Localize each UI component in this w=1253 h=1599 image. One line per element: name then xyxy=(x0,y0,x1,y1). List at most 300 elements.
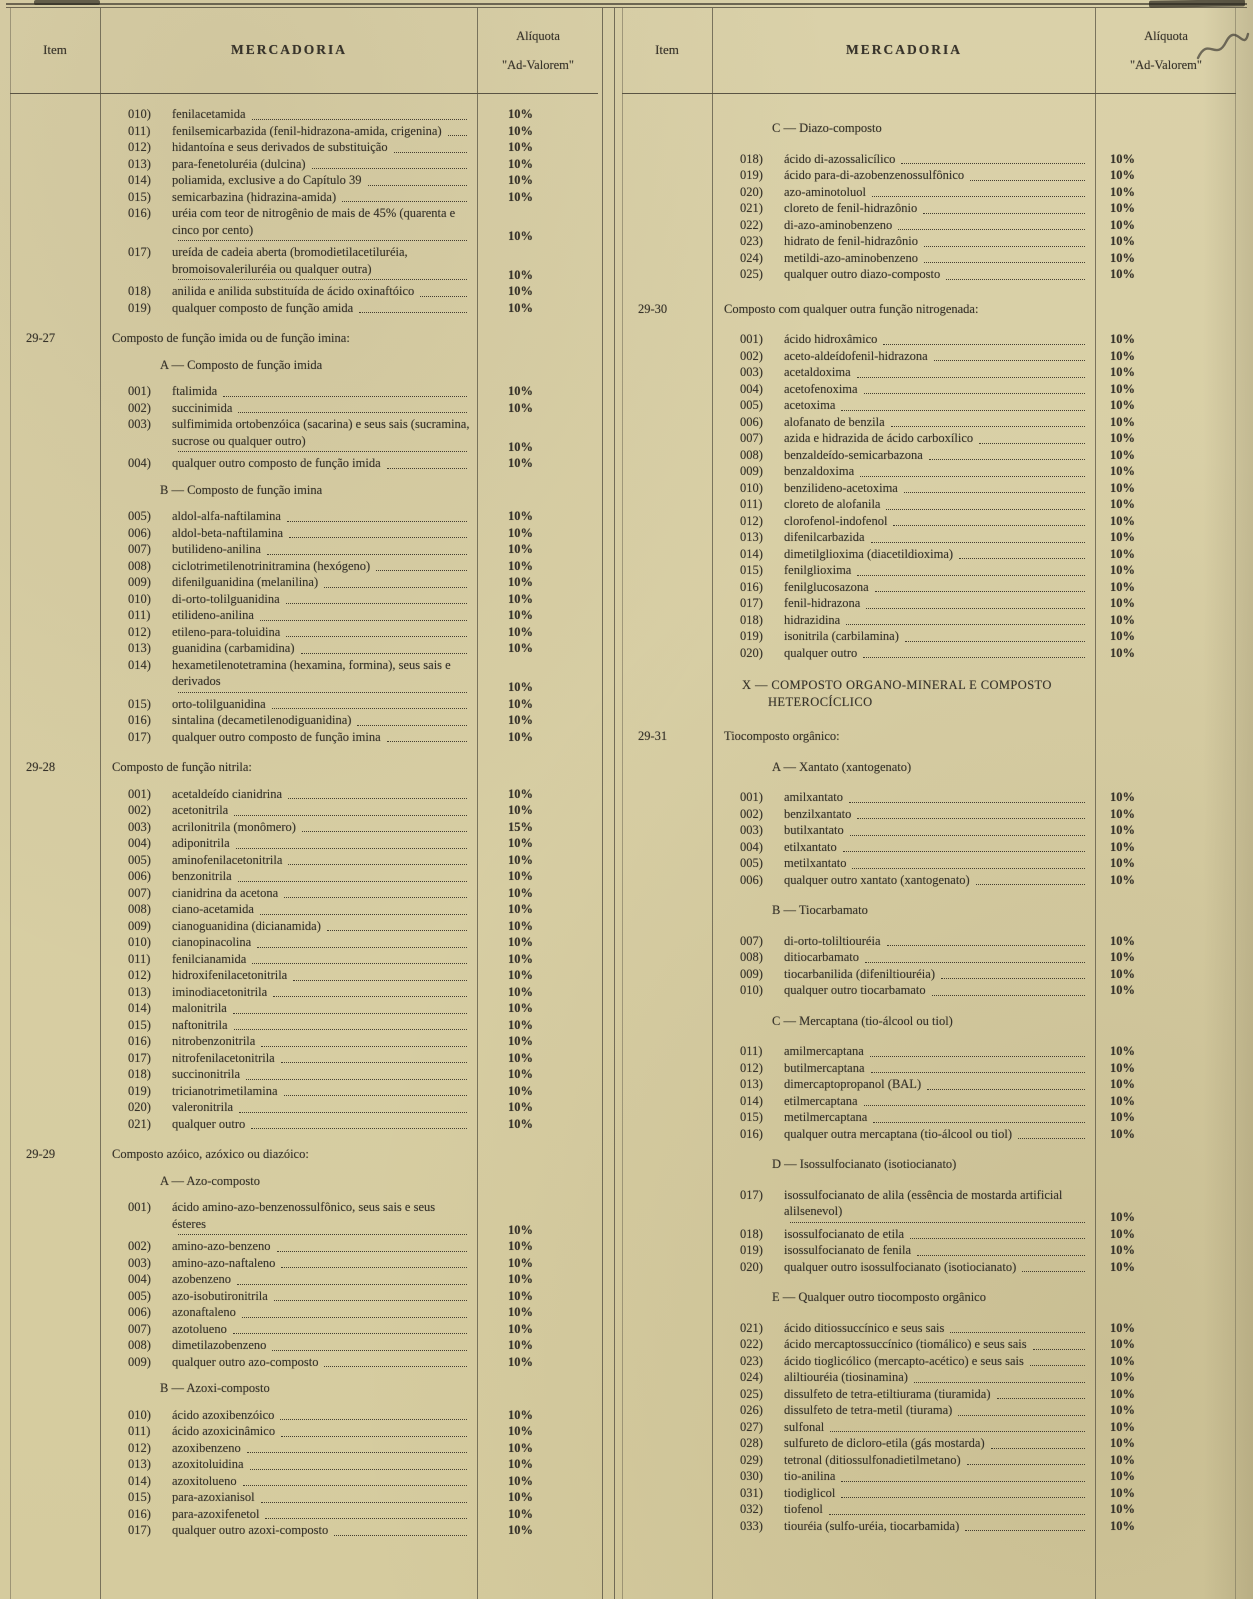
entry-text-wrap xyxy=(172,1522,470,1539)
tariff-entry xyxy=(10,1423,598,1440)
entry-text: azoxitolueno xyxy=(172,1473,237,1488)
rate-value: 10% xyxy=(508,123,533,138)
tariff-entry xyxy=(10,835,598,852)
entry-text-wrap xyxy=(784,348,1088,365)
tariff-entry xyxy=(10,657,598,696)
entry-text: azobenzeno xyxy=(172,1272,231,1286)
entry-text-wrap xyxy=(784,266,1088,283)
rate-value: 10% xyxy=(508,918,533,933)
dot-leader xyxy=(871,540,1085,543)
entry-number: 016) xyxy=(740,579,763,594)
rate-value: 10% xyxy=(1110,234,1135,248)
dot-leader xyxy=(272,706,467,709)
entry-text-wrap xyxy=(784,1126,1088,1143)
dot-leader xyxy=(261,1044,467,1047)
entry-number: 014) xyxy=(740,546,763,561)
entry-text: ácido azoxicinâmico xyxy=(172,1424,276,1438)
entry-number: 009) xyxy=(128,1354,151,1369)
dot-leader xyxy=(274,1298,467,1301)
entry-text: tio-anilina xyxy=(784,1469,836,1483)
rate-value: 10% xyxy=(1110,1077,1135,1091)
header-mercadoria-label: MERCADORIA xyxy=(846,42,962,58)
rate-value: 10% xyxy=(508,1100,533,1114)
tariff-entry xyxy=(10,106,598,123)
aliquota-line1: Alíquota xyxy=(1144,28,1188,43)
subsection-heading xyxy=(622,759,1236,776)
rate-value: 10% xyxy=(508,935,533,949)
entry-text-wrap xyxy=(172,918,470,935)
dot-leader xyxy=(242,1315,467,1318)
entry-number: 006) xyxy=(740,414,763,429)
entry-text-wrap xyxy=(172,1440,470,1457)
dot-leader xyxy=(965,1528,1085,1531)
tariff-entry xyxy=(10,300,598,317)
subsection-title: A — Xantato (xantogenato) xyxy=(772,759,912,774)
rate-value: 10% xyxy=(508,624,533,639)
entry-text-wrap xyxy=(172,835,470,852)
entry-number: 022) xyxy=(740,1337,763,1351)
tariff-entry xyxy=(622,1093,1236,1110)
entry-text-wrap xyxy=(784,217,1088,234)
entry-number: 012) xyxy=(740,513,763,528)
entry-text: sulfimimida ortobenzóica (sacarina) e seus sais (sucramina, sucrose ou qualquer outro) xyxy=(172,417,470,448)
entry-body xyxy=(712,381,1096,398)
dot-leader xyxy=(368,183,467,186)
rate-value: 10% xyxy=(1110,1469,1135,1483)
entry-number: 011) xyxy=(128,1424,151,1438)
entry-text: alofanato de benzila xyxy=(784,414,885,429)
entry-text-wrap xyxy=(172,283,470,300)
column-rule xyxy=(622,8,623,1599)
entry-text: dimercaptopropanol (BAL) xyxy=(784,1077,922,1091)
rate-value: 10% xyxy=(1110,250,1135,265)
entry-text: ácido di-azossalicílico xyxy=(784,151,896,166)
entry-number: 002) xyxy=(740,348,763,363)
entry-text: cloreto de alofanila xyxy=(784,497,881,511)
entry-text-wrap xyxy=(172,1199,470,1238)
entry-body xyxy=(712,233,1096,250)
tariff-entry xyxy=(622,982,1236,999)
entry-text: succinonitrila xyxy=(172,1067,241,1081)
rate-value: 10% xyxy=(508,1473,533,1488)
entry-text-wrap xyxy=(784,855,1088,872)
tariff-entry xyxy=(10,951,598,968)
tariff-entry xyxy=(10,205,598,244)
entry-text: ácido hidroxâmico xyxy=(784,332,878,346)
rate-value: 10% xyxy=(508,228,533,243)
entry-number: 032) xyxy=(740,1502,763,1516)
dot-leader xyxy=(871,1070,1085,1073)
entry-text-wrap xyxy=(172,1337,470,1354)
entry-number: 004) xyxy=(128,456,151,470)
tariff-entry xyxy=(622,1369,1236,1386)
table-header xyxy=(622,8,1236,94)
rate-value: 10% xyxy=(1110,1320,1135,1335)
dot-leader xyxy=(841,408,1085,411)
entry-number: 008) xyxy=(740,950,763,964)
entry-text: benzilideno-acetoxima xyxy=(784,480,898,495)
rate-value: 10% xyxy=(508,1288,533,1303)
tariff-entry xyxy=(10,400,598,417)
entry-text-wrap xyxy=(172,205,470,244)
rate-value: 10% xyxy=(508,696,533,711)
entry-body xyxy=(712,1518,1096,1535)
rate-value: 10% xyxy=(508,1354,533,1369)
entry-body xyxy=(712,151,1096,168)
entry-text-wrap xyxy=(784,430,1088,447)
entry-number: 004) xyxy=(740,381,763,396)
header-aliquota-label xyxy=(478,8,598,93)
dot-leader xyxy=(238,410,467,413)
entry-text: hidantoína e seus derivados de substituição xyxy=(172,140,388,154)
tariff-entry xyxy=(622,463,1236,480)
tariff-entry xyxy=(622,1259,1236,1276)
entry-number: 017) xyxy=(128,1523,151,1537)
dot-leader xyxy=(387,739,467,742)
column-divider xyxy=(602,8,615,1599)
entry-number: 028) xyxy=(740,1436,763,1450)
rate-value: 10% xyxy=(508,509,533,523)
dot-leader xyxy=(863,655,1085,658)
entry-text-wrap xyxy=(784,151,1088,168)
tariff-entry xyxy=(10,574,598,591)
tariff-entry xyxy=(622,872,1236,889)
dot-leader xyxy=(864,391,1085,394)
entry-text-wrap xyxy=(784,331,1088,348)
column-rule xyxy=(10,8,11,1599)
tariff-entry xyxy=(622,397,1236,414)
entry-number: 015) xyxy=(128,1490,151,1504)
tariff-entry xyxy=(622,579,1236,596)
tariff-entry xyxy=(10,525,598,542)
entry-text: para-azoxifenetol xyxy=(172,1506,260,1521)
entry-number: 002) xyxy=(740,806,763,821)
dot-leader xyxy=(849,800,1085,803)
entry-body xyxy=(712,414,1096,431)
entry-text: dissulfeto de tetra-etiltiurama (tiuramida) xyxy=(784,1386,991,1401)
entry-text: hidroxifenilacetonitrila xyxy=(172,968,288,982)
subsection-heading xyxy=(10,357,598,374)
entry-body xyxy=(100,1407,478,1424)
dot-leader xyxy=(236,846,467,849)
entry-number: 019) xyxy=(740,1243,763,1257)
entry-text: dimetilazobenzeno xyxy=(172,1338,267,1352)
tariff-entry xyxy=(622,250,1236,267)
entry-number: 019) xyxy=(128,1083,151,1098)
entry-body xyxy=(100,525,478,542)
dot-leader xyxy=(846,622,1085,625)
entry-number: 010) xyxy=(740,983,763,997)
rate-value: 10% xyxy=(1110,1436,1135,1450)
dot-leader xyxy=(970,178,1085,181)
rate-value: 10% xyxy=(508,456,533,470)
dot-leader xyxy=(857,375,1085,378)
entry-text: sulfonal xyxy=(784,1419,825,1434)
rate-value: 10% xyxy=(1110,1337,1135,1351)
entry-body xyxy=(712,463,1096,480)
subsection-heading xyxy=(10,1173,598,1190)
dot-leader xyxy=(850,833,1085,836)
rate-value: 10% xyxy=(1110,872,1135,887)
entries-list xyxy=(10,94,598,1539)
entry-body xyxy=(712,430,1096,447)
entry-body xyxy=(100,156,478,173)
entry-text-wrap xyxy=(172,300,470,317)
entry-body xyxy=(100,1423,478,1440)
entry-number: 001) xyxy=(740,790,763,804)
entry-number: 007) xyxy=(128,542,151,556)
entry-text: acetofenoxima xyxy=(784,381,858,396)
tariff-entry xyxy=(622,513,1236,530)
dot-leader xyxy=(997,1396,1085,1399)
subsection-heading xyxy=(622,1156,1236,1173)
entry-text: ditiocarbamato xyxy=(784,950,859,964)
rate-value: 10% xyxy=(1110,1243,1135,1257)
entry-text-wrap xyxy=(172,156,470,173)
entry-text-wrap xyxy=(172,729,470,746)
section-title: Composto de função imida ou de função imina: xyxy=(112,331,350,345)
tariff-entry xyxy=(10,1440,598,1457)
entry-text: qualquer outro composto de função imina xyxy=(172,729,381,744)
entry-text: acetonitrila xyxy=(172,803,229,817)
tariff-entry xyxy=(622,381,1236,398)
rate-value: 10% xyxy=(1110,332,1135,346)
entry-body xyxy=(712,397,1096,414)
tariff-entry xyxy=(622,822,1236,839)
subsection-heading xyxy=(10,1380,598,1397)
tariff-entry xyxy=(622,348,1236,365)
entry-number: 003) xyxy=(128,417,151,431)
entry-text-wrap xyxy=(784,982,1088,999)
rate-value: 10% xyxy=(1110,933,1135,948)
entry-text-wrap xyxy=(784,1187,1088,1226)
entry-number: 008) xyxy=(740,447,763,462)
rate-value: 10% xyxy=(508,902,533,916)
rate-value: 10% xyxy=(508,713,533,727)
rate-value: 10% xyxy=(508,400,533,415)
entry-text: anilida e anilida substituída de ácido oxinaftóico xyxy=(172,284,415,298)
entry-text-wrap xyxy=(172,455,470,472)
dot-leader xyxy=(830,1429,1085,1432)
entry-body xyxy=(712,1501,1096,1518)
tariff-entry xyxy=(10,624,598,641)
rate-value: 10% xyxy=(1110,431,1135,445)
entry-text: sulfureto de dicloro-etila (gás mostarda) xyxy=(784,1436,985,1450)
dot-leader xyxy=(293,978,467,981)
entry-number: 017) xyxy=(128,729,151,744)
tariff-entry xyxy=(10,189,598,206)
subsection-heading xyxy=(622,1013,1236,1030)
entry-text: etilmercaptana xyxy=(784,1093,858,1108)
entry-text: azotolueno xyxy=(172,1321,227,1336)
entry-number: 017) xyxy=(128,1050,151,1065)
dot-leader xyxy=(929,457,1085,460)
entry-number: 016) xyxy=(128,1034,151,1048)
section-title: Composto com qualquer outra função nitrogenada: xyxy=(724,301,979,316)
entry-text-wrap xyxy=(784,397,1088,414)
subsection-heading xyxy=(622,1289,1236,1306)
table-header xyxy=(10,8,598,94)
entry-number: 014) xyxy=(128,173,151,187)
rate-value: 10% xyxy=(508,1255,533,1270)
entry-text-wrap xyxy=(172,868,470,885)
tariff-entry xyxy=(622,1518,1236,1535)
entry-text-wrap xyxy=(784,872,1088,889)
entry-text-wrap xyxy=(172,1238,470,1255)
dot-leader xyxy=(958,1413,1085,1416)
item-number-cell: 29-27 xyxy=(26,331,56,345)
tariff-entry xyxy=(10,591,598,608)
entry-text-wrap xyxy=(172,591,470,608)
entry-body xyxy=(100,712,478,729)
rate-value: 10% xyxy=(508,156,533,171)
entry-number: 010) xyxy=(128,1407,151,1422)
dot-leader xyxy=(934,358,1085,361)
entry-body xyxy=(100,1288,478,1305)
tariff-entry xyxy=(622,233,1236,250)
dot-leader xyxy=(288,862,467,865)
dot-leader xyxy=(250,1467,467,1470)
column-rule xyxy=(712,8,713,1599)
entry-body xyxy=(712,1109,1096,1126)
rate-value: 10% xyxy=(1110,612,1135,627)
entry-text: para-fenetoluréia (dulcina) xyxy=(172,156,306,171)
tariff-entry xyxy=(622,529,1236,546)
tariff-entry xyxy=(622,1320,1236,1337)
rate-value: 10% xyxy=(508,1457,533,1471)
entry-body xyxy=(100,696,478,713)
entry-number: 015) xyxy=(128,1017,151,1032)
dot-leader xyxy=(387,466,467,469)
entry-text: ácido amino-azo-benzenossulfônico, seus sais e seus ésteres xyxy=(172,1200,436,1231)
entry-number: 011) xyxy=(128,951,151,966)
entry-text-wrap xyxy=(784,1468,1088,1485)
entry-body xyxy=(100,1271,478,1288)
entry-number: 013) xyxy=(128,641,151,655)
tariff-entry xyxy=(10,1000,598,1017)
entry-number: 018) xyxy=(128,284,151,298)
tariff-entry xyxy=(10,156,598,173)
tariff-entry xyxy=(10,607,598,624)
dot-leader xyxy=(917,1253,1085,1256)
entry-body xyxy=(100,558,478,575)
entry-text-wrap xyxy=(172,1050,470,1067)
entry-body xyxy=(712,628,1096,645)
entry-text: aceto-aldeídofenil-hidrazona xyxy=(784,348,928,363)
item-number-cell: 29-28 xyxy=(26,760,56,774)
entry-text-wrap xyxy=(784,949,1088,966)
tariff-entry xyxy=(622,562,1236,579)
rate-value: 10% xyxy=(1110,1370,1135,1384)
entry-text-wrap xyxy=(172,967,470,984)
tariff-entry xyxy=(10,1238,598,1255)
rate-value: 10% xyxy=(508,267,533,282)
entry-text: qualquer outro xyxy=(172,1116,246,1131)
item-number-cell: 29-30 xyxy=(638,301,668,316)
dot-leader xyxy=(223,394,467,397)
tariff-entry xyxy=(10,729,598,746)
dot-leader xyxy=(893,523,1085,526)
dot-leader xyxy=(1030,1363,1085,1366)
entry-text: hidrato de fenil-hidrazônio xyxy=(784,234,918,248)
rate-value: 15% xyxy=(508,819,533,834)
tariff-entry xyxy=(10,1050,598,1067)
tariff-entry xyxy=(10,1506,598,1523)
tariff-entry xyxy=(10,1033,598,1050)
entry-text-wrap xyxy=(172,1066,470,1083)
entry-number: 024) xyxy=(740,1370,763,1384)
entry-text: tiodiglicol xyxy=(784,1485,836,1500)
tariff-entry xyxy=(622,855,1236,872)
entry-text-wrap xyxy=(784,250,1088,267)
entry-text: fenil-hidrazona xyxy=(784,596,861,610)
entry-body xyxy=(100,383,478,400)
rate-value: 10% xyxy=(508,1305,533,1319)
entry-text-wrap xyxy=(172,400,470,417)
aliquota-line1: Alíquota xyxy=(516,28,560,43)
dot-leader xyxy=(991,1446,1085,1449)
entry-number: 002) xyxy=(128,1239,151,1253)
entry-text-wrap xyxy=(172,624,470,641)
entry-text: cianidrina da acetona xyxy=(172,885,279,900)
tariff-entry xyxy=(10,383,598,400)
entry-number: 016) xyxy=(128,206,151,220)
rate-value: 10% xyxy=(1110,1353,1135,1368)
entry-text-wrap xyxy=(784,1501,1088,1518)
entry-body xyxy=(100,106,478,123)
entry-number: 003) xyxy=(128,819,151,834)
subsection-title: A — Azo-composto xyxy=(160,1173,260,1188)
tariff-entry xyxy=(10,885,598,902)
dot-leader xyxy=(357,723,467,726)
rate-value: 10% xyxy=(508,1523,533,1537)
dot-leader xyxy=(860,474,1085,477)
entry-number: 009) xyxy=(128,575,151,589)
dot-leader xyxy=(247,1450,467,1453)
dot-leader xyxy=(280,1417,467,1420)
entry-text-wrap xyxy=(784,1109,1088,1126)
dot-leader xyxy=(281,1060,467,1063)
item-number-cell: 29-29 xyxy=(26,1147,56,1161)
tariff-entry xyxy=(10,1489,598,1506)
entry-number: 007) xyxy=(740,933,763,948)
entry-body xyxy=(712,595,1096,612)
entry-number: 004) xyxy=(128,1272,151,1286)
rate-value: 10% xyxy=(508,1034,533,1048)
tariff-entry xyxy=(10,1407,598,1424)
dot-leader xyxy=(234,813,467,816)
entry-body xyxy=(100,283,478,300)
dot-leader xyxy=(932,993,1085,996)
rate-value: 10% xyxy=(508,1321,533,1336)
rate-value: 10% xyxy=(1110,217,1135,232)
entry-number: 006) xyxy=(128,525,151,540)
tariff-entry xyxy=(10,172,598,189)
rate-value: 10% xyxy=(1110,1419,1135,1434)
rate-value: 10% xyxy=(1110,1210,1135,1224)
subsection-heading xyxy=(10,482,598,499)
rate-value: 10% xyxy=(508,641,533,655)
entry-text-wrap xyxy=(784,1452,1088,1469)
entry-text: fenilacetamida xyxy=(172,107,246,121)
entry-text: tiocarbanilida (difeniltiouréia) xyxy=(784,966,935,981)
tariff-entry xyxy=(622,1468,1236,1485)
tariff-entry xyxy=(622,1485,1236,1502)
entry-text-wrap xyxy=(172,541,470,558)
dot-leader xyxy=(872,194,1085,197)
entry-body xyxy=(100,400,478,417)
entry-body xyxy=(712,364,1096,381)
